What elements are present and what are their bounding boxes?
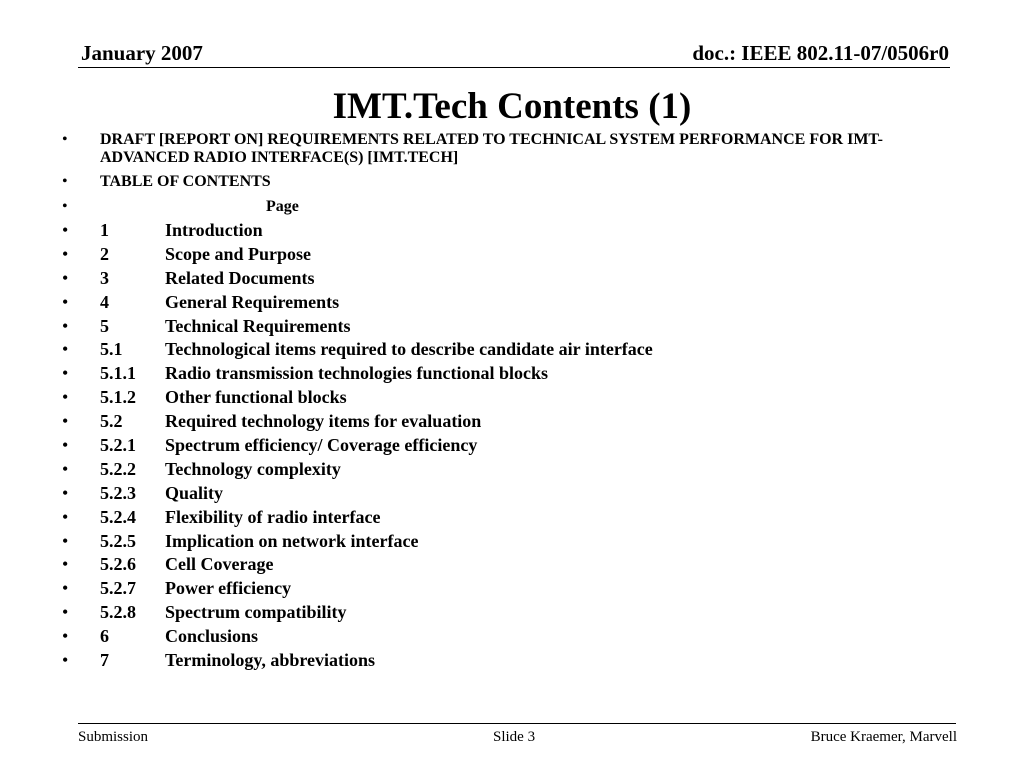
toc-number: 5.1.2: [100, 387, 136, 408]
slide-title: IMT.Tech Contents (1): [332, 86, 692, 127]
toc-heading: TABLE OF CONTENTS: [100, 173, 271, 190]
toc-entry: [62, 578, 942, 599]
bullet-icon: •: [62, 530, 69, 551]
header-divider: [78, 67, 950, 68]
toc-number: 5.1.1: [100, 363, 136, 384]
list-item-page-label: [62, 197, 942, 217]
toc-title: Spectrum efficiency/ Coverage efficiency: [165, 435, 478, 456]
toc-entry: [62, 411, 942, 432]
bullet-icon: •: [62, 435, 69, 456]
toc-number: 5.2.7: [100, 578, 136, 599]
bullet-icon: •: [62, 554, 69, 575]
bullet-icon: •: [62, 626, 69, 647]
toc-title: Flexibility of radio interface: [165, 506, 381, 527]
toc-title: Required technology items for evaluation: [165, 411, 482, 432]
bullet-icon: •: [62, 411, 69, 432]
toc-entry: [62, 339, 942, 360]
toc-title: Radio transmission technologies functional blocks: [165, 363, 549, 384]
toc-number: 5.2.8: [100, 602, 136, 623]
list-item-intro: [62, 131, 942, 167]
toc-number: 5.2: [100, 411, 123, 432]
bullet-icon: •: [62, 315, 69, 336]
toc-title: Quality: [165, 482, 224, 503]
toc-number: 6: [100, 626, 109, 647]
toc-entry: [62, 554, 942, 575]
bullet-icon: •: [62, 482, 69, 503]
toc-number: 7: [100, 650, 109, 671]
toc-number: 5.2.2: [100, 458, 136, 479]
toc-title: Technology complexity: [165, 458, 341, 479]
toc-title: Implication on network interface: [165, 530, 419, 551]
footer-divider: [78, 723, 956, 724]
toc-title: Technological items required to describe candidate air interface: [165, 339, 653, 360]
toc-number: 4: [100, 291, 109, 312]
toc-entry: [62, 220, 942, 241]
bullet-icon: •: [62, 578, 69, 599]
toc-number: 2: [100, 243, 109, 264]
footer-submission: Submission: [78, 729, 149, 745]
toc-title: Spectrum compatibility: [165, 602, 347, 623]
bullet-icon: •: [62, 387, 69, 408]
toc-entry: [62, 244, 942, 265]
bullet-icon: •: [62, 198, 68, 215]
toc-title: General Requirements: [165, 291, 340, 312]
toc-entry: [62, 650, 942, 671]
toc-number: 1: [100, 220, 109, 240]
page-column-label: Page: [266, 198, 299, 215]
bullet-icon: •: [62, 602, 69, 623]
bullet-icon: •: [62, 220, 69, 240]
bullet-icon: •: [62, 458, 69, 479]
toc-title: Power efficiency: [165, 578, 292, 599]
toc-entry: [62, 459, 942, 480]
toc-entry: [62, 435, 942, 456]
footer-author: Bruce Kraemer, Marvell: [810, 729, 957, 745]
toc-entry: [62, 483, 942, 504]
toc-number: 5: [100, 315, 109, 336]
toc-entry: [62, 507, 942, 528]
toc-number: 5.2.5: [100, 530, 136, 551]
header-doc-id: doc.: IEEE 802.11-07/0506r0: [692, 41, 949, 65]
toc-title: Other functional blocks: [165, 387, 347, 408]
bullet-icon: •: [62, 506, 69, 527]
bullet-icon: •: [62, 650, 69, 671]
bullet-icon: •: [62, 291, 69, 312]
footer-slide-number: Slide 3: [493, 729, 536, 745]
bullet-icon: •: [62, 339, 69, 360]
toc-number: 5.2.3: [100, 482, 136, 503]
toc-title: Conclusions: [165, 626, 259, 647]
list-item-toc-heading: [62, 173, 942, 191]
toc-entry: [62, 626, 942, 647]
bullet-list: [62, 131, 942, 674]
toc-title: Terminology, abbreviations: [165, 650, 376, 671]
toc-entry: [62, 363, 942, 384]
toc-title: Introduction: [165, 220, 263, 240]
toc-title: Cell Coverage: [165, 554, 274, 575]
toc-entry: [62, 316, 942, 337]
bullet-icon: •: [62, 243, 69, 264]
header-date: January 2007: [81, 41, 203, 65]
toc-number: 5.2.4: [100, 506, 136, 527]
toc-title: Related Documents: [165, 267, 315, 288]
toc-entry: [62, 292, 942, 313]
toc-entry: [62, 268, 942, 289]
toc-number: 3: [100, 267, 109, 288]
toc-number: 5.2.1: [100, 435, 136, 456]
bullet-icon: •: [62, 363, 69, 384]
toc-entry: [62, 387, 942, 408]
toc-entry: [62, 531, 942, 552]
intro-text: DRAFT [REPORT ON] REQUIREMENTS RELATED TO TECHNICAL SYSTEM PERFORMANCE FOR IMT-ADVANCED RADIO INTERFACE(S) [IMT.TECH]: [100, 131, 883, 166]
toc-number: 5.1: [100, 339, 123, 360]
toc-number: 5.2.6: [100, 554, 136, 575]
bullet-icon: •: [62, 173, 68, 190]
toc-entry: [62, 602, 942, 623]
toc-title: Scope and Purpose: [165, 243, 312, 264]
bullet-icon: •: [62, 267, 69, 288]
toc-title: Technical Requirements: [165, 315, 351, 336]
bullet-icon: •: [62, 131, 68, 148]
